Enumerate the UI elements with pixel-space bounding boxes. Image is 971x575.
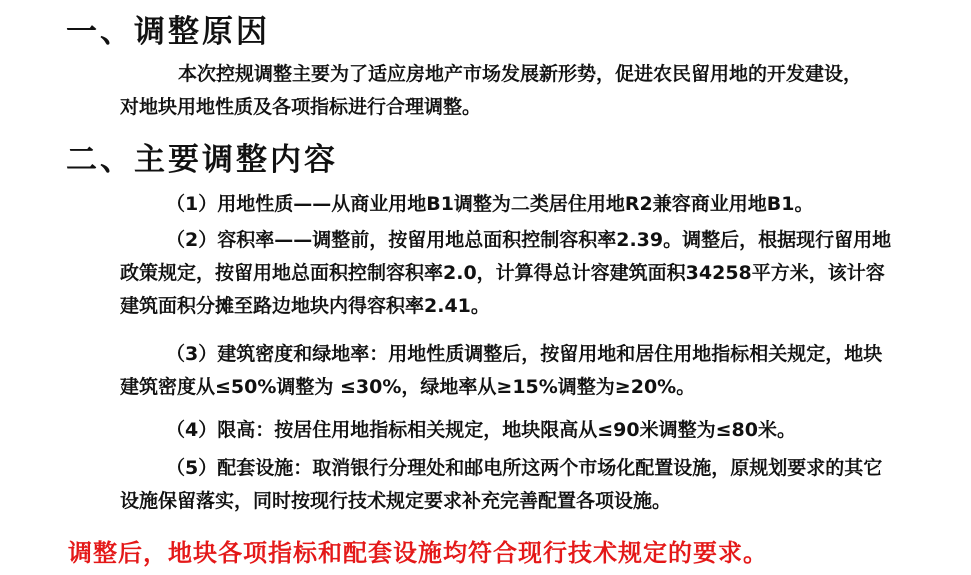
item-line: （2）容积率——调整前，按留用地总面积控制容积率2.39。调整后，根据现行留用地 (166, 229, 892, 251)
section-heading-reason: 一、调整原因 (66, 14, 270, 50)
reason-line-1: 本次控规调整主要为了适应房地产市场发展新形势，促进农民留用地的开发建设， (178, 63, 863, 85)
item-line: 政策规定，按留用地总面积控制容积率2.0，计算得总计容建筑面积34258平方米，该计容 (120, 262, 885, 284)
item-line: 建筑面积分摊至路边地块内得容积率2.41。 (120, 295, 490, 317)
item-line: （3）建筑密度和绿地率：用地性质调整后，按留用地和居住用地指标相关规定，地块 (166, 343, 883, 365)
item-line: （4）限高：按居住用地指标相关规定，地块限高从≤90米调整为≤80米。 (166, 419, 796, 441)
content-item-land-use (120, 188, 920, 221)
content-item-facilities (120, 452, 920, 518)
item-line: 建筑密度从≤50%调整为 ≤30%，绿地率从≥15%调整为≥20%。 (120, 376, 696, 398)
item-line: 设施保留落实，同时按现行技术规定要求补充完善配置各项设施。 (120, 490, 672, 512)
conclusion-statement: 调整后，地块各项指标和配套设施均符合现行技术规定的要求。 (68, 539, 768, 567)
reason-paragraph (120, 58, 920, 124)
content-item-height-limit (120, 414, 920, 447)
item-line: （1）用地性质——从商业用地B1调整为二类居住用地R2兼容商业用地B1。 (166, 193, 814, 215)
content-item-density-green (120, 338, 920, 404)
content-item-far (120, 224, 920, 323)
section-heading-content: 二、主要调整内容 (66, 142, 338, 178)
reason-line-2: 对地块用地性质及各项指标进行合理调整。 (120, 96, 482, 118)
item-line: （5）配套设施：取消银行分理处和邮电所这两个市场化配置设施，原规划要求的其它 (166, 457, 883, 479)
